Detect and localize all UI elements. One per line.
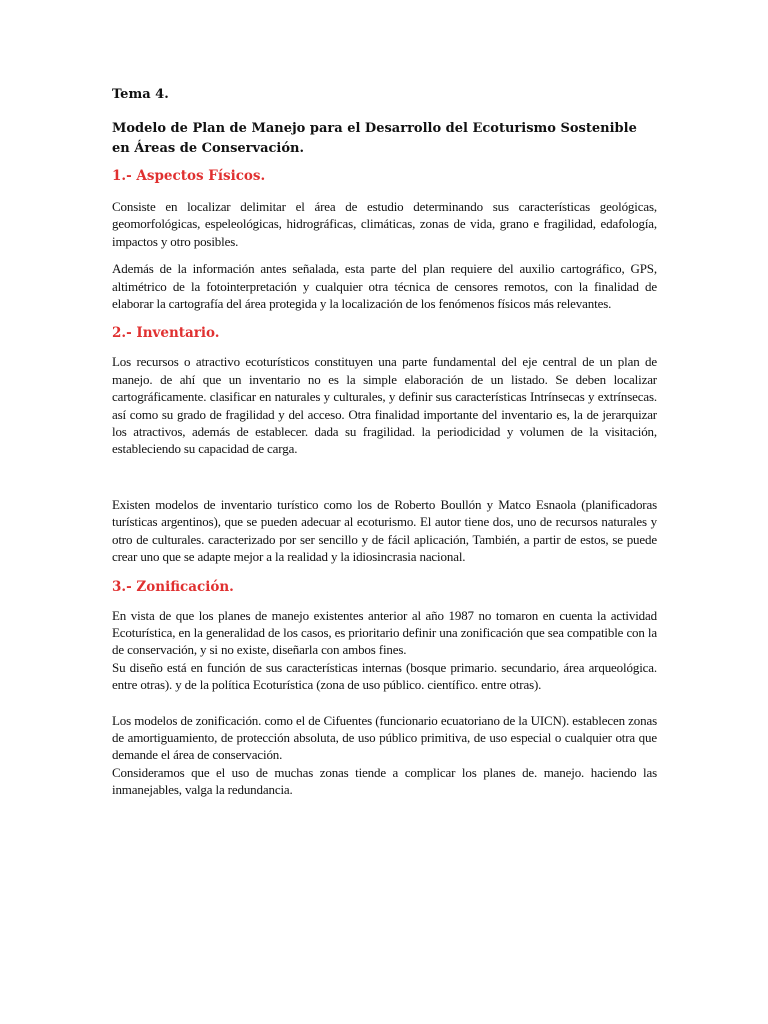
paragraph: Consiste en localizar delimitar el área de estudio determinando sus características geológicas, geomorfológicas, espeleológicas, hidrográficas, climáticas, zonas de vida, grano e fragilidad, edafología, impactos y otro posibles. <box>112 199 657 249</box>
section-heading-aspectos-fisicos: 1.- Aspectos Físicos. <box>112 168 266 184</box>
paragraph: Los recursos o atractivo ecoturísticos constituyen una parte fundamental del eje central de un plan de manejo. de ahí que un inventario no es la simple elaboración de un listado. Se deben localizar cartográficamente. clasificar en naturales y culturales, y definir sus características Intrínsecas y extrínsecas. así como su grado de fragilidad y del acceso. Otra finalidad importante del inventario es, la de jerarquizar los atractivos, además de establecer. dada su fragilidad. la periodicidad y volumen de la visitación, estableciendo su capacidad de carga. <box>112 354 657 457</box>
document-title: Modelo de Plan de Manejo para el Desarrollo del Ecoturismo Sostenible en Áreas de Conservación. <box>112 121 637 156</box>
section-heading-inventario: 2.- Inventario. <box>112 325 220 342</box>
paragraph: Consideramos que el uso de muchas zonas tiende a complicar los planes de. manejo. haciendo las inmanejables, valga la redundancia. <box>112 764 657 798</box>
paragraph: Los modelos de zonificación. como el de Cifuentes (funcionario ecuatoriano de la UICN). establecen zonas de amortiguamiento, de protección absoluta, de uso público primitiva, de uso especial o cualquier otra que demande el área de conservación. <box>112 712 657 763</box>
paragraph: Además de la información antes señalada, esta parte del plan requiere del auxilio cartográfico, GPS, altimétrico de la fotointerpretación y cualquier otra técnica de censores remotos, con la finalidad de elaborar la cartografía del área protegida y la localización de los fenómenos físicos más relevantes. <box>112 261 657 312</box>
document-page <box>112 86 657 799</box>
section-heading-zonificacion: 3.- Zonificación. <box>112 578 234 595</box>
paragraph: Su diseño está en función de sus características internas (bosque primario. secundario, área arqueológica. entre otras). y de la política Ecoturística (zona de uso público. científico. entre otras). <box>112 659 657 693</box>
topic-number: Tema 4. <box>112 87 169 102</box>
paragraph: En vista de que los planes de manejo existentes anterior al año 1987 no tomaron en cuenta la actividad Ecoturística, en la generalidad de los casos, es prioritario definir una zonificación que sea compatible con la de conservación, y si no existe, diseñarla con ambos fines. <box>112 607 657 658</box>
paragraph: Existen modelos de inventario turístico como los de Roberto Boullón y Matco Esnaola (planificadoras turísticas argentinos), que se pueden adecuar al ecoturismo. El autor tiene dos, uno de recursos naturales y otro de culturales. caracterizado por ser sencillo y de fácil aplicación, También, a partir de estos, se puede crear uno que se adapte mejor a la realidad y la idiosincrasia nacional. <box>112 496 657 565</box>
